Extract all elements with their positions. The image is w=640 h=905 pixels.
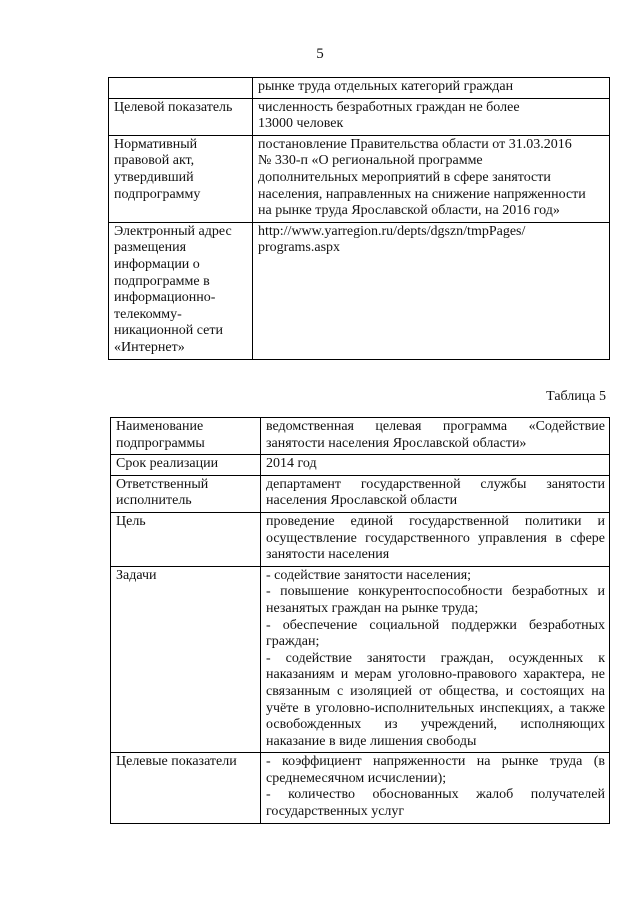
row-value	[253, 78, 610, 99]
indicator-item: - количество обоснованных жалоб получателей государственных услуг	[266, 787, 605, 820]
value-line: дополнительных мероприятий в сфере занятости	[258, 169, 551, 185]
row-label: Наименование подпрограммы	[111, 418, 261, 455]
row-label: Ответственный исполнитель	[111, 475, 261, 512]
row-value: ведомственная целевая программа «Содействие занятости населения Ярославской области»	[261, 418, 610, 455]
row-value: 2014 год	[261, 455, 610, 476]
row-label: Электронный адрес размещения информации о подпрограмме в информационно-телекомму-никационной сети «Интернет»	[109, 222, 253, 359]
row-value: проведение единой государственной политики и осуществление государственного управления в сфере занятости населения	[261, 512, 610, 566]
row-value	[261, 566, 610, 753]
url-link[interactable]: programs.aspx	[258, 240, 341, 256]
value-line: № 330-п «О региональной программе	[258, 153, 483, 169]
value-line: постановление Правительства области от 31.03.2016	[258, 136, 572, 152]
row-value	[261, 753, 610, 823]
table-row	[111, 566, 610, 753]
value-line: рынке труда отдельных категорий граждан	[258, 79, 514, 94]
value-line: численность безработных граждан не более	[258, 99, 520, 115]
row-label: Целевой показатель	[109, 98, 253, 135]
task-item: - обеспечение социальной поддержки безработных граждан;	[266, 617, 605, 650]
table-row	[109, 135, 610, 222]
table-row	[111, 455, 610, 476]
task-item: - содействие занятости населения;	[266, 567, 472, 583]
table-row	[111, 418, 610, 455]
table-row	[111, 753, 610, 823]
task-item: - содействие занятости граждан, осужденных к наказаниям и мерам уголовно-правового характера, не связанным с изоляцией от общества, и состоящих на учёте в уголовно-исполнительных инспекциях, а также освобожденных из учреждений, исполняющих наказание в виде лишения свободы	[266, 650, 605, 749]
value-line: населения, направленных на снижение напряженности	[258, 186, 586, 202]
row-label: Целевые показатели	[111, 753, 261, 823]
table-row	[109, 222, 610, 359]
task-item: - повышение конкурентоспособности безработных и незанятых граждан на рынке труда;	[266, 584, 605, 616]
value-line: 13000 человек	[258, 116, 344, 132]
row-value	[253, 98, 610, 135]
value-line: на рынке труда Ярославской области, на 2016 год»	[258, 203, 560, 219]
url-link[interactable]: http://www.yarregion.ru/depts/dgszn/tmpPages/	[258, 223, 526, 239]
row-value	[253, 135, 610, 222]
row-label: Нормативный правовой акт, утвердивший подпрограмму	[109, 135, 253, 222]
page-number: 5	[316, 46, 324, 62]
table-row	[111, 475, 610, 512]
table-row	[109, 98, 610, 135]
indicator-item: - коэффициент напряженности на рынке труда (в среднемесячном исчислении);	[266, 754, 605, 786]
row-label: Задачи	[111, 566, 261, 753]
table-row	[111, 512, 610, 566]
row-label: Цель	[111, 512, 261, 566]
row-label: Срок реализации	[111, 455, 261, 476]
table-subprogram-passport-continued	[108, 77, 610, 360]
row-value	[253, 222, 610, 359]
row-label	[109, 78, 253, 99]
row-value: департамент государственной службы занятости населения Ярославской области	[261, 475, 610, 512]
table-row	[109, 78, 610, 99]
table-5	[110, 417, 610, 824]
table-caption: Таблица 5	[546, 389, 606, 404]
